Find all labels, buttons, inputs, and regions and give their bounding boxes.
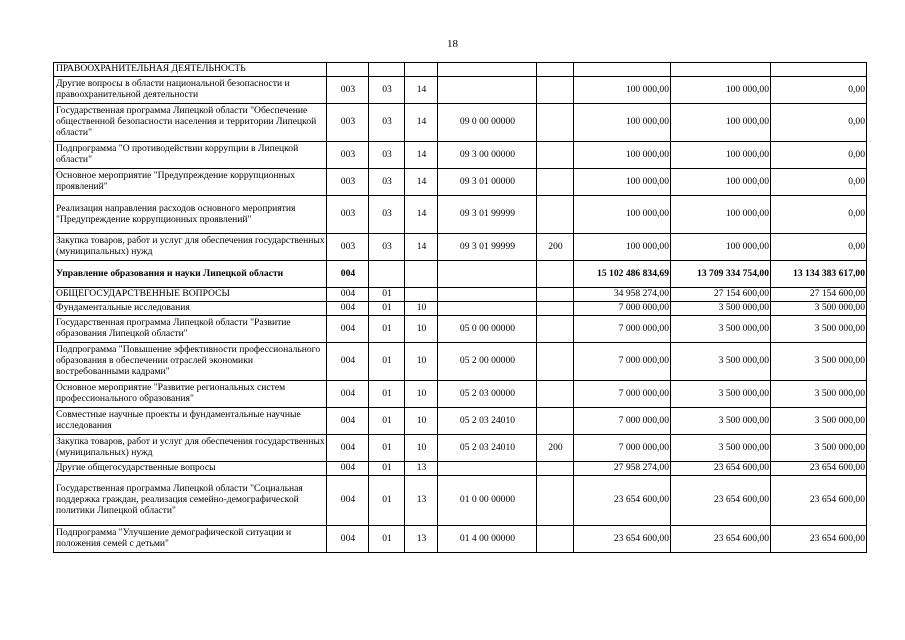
cell-section: 01 bbox=[369, 316, 405, 343]
cell-section: 03 bbox=[369, 104, 405, 142]
table-row bbox=[54, 169, 867, 196]
cell-sum-year-3: 0,00 bbox=[771, 77, 867, 104]
table-row bbox=[54, 234, 867, 261]
cell-subsection: 14 bbox=[405, 142, 438, 169]
cell-name: ПРАВООХРАНИТЕЛЬНАЯ ДЕЯТЕЛЬНОСТЬ bbox=[54, 63, 327, 77]
cell-subsection: 13 bbox=[405, 476, 438, 526]
cell-sum-year-2: 3 500 000,00 bbox=[671, 435, 771, 462]
table-row bbox=[54, 435, 867, 462]
cell-expense-type: 200 bbox=[537, 234, 574, 261]
cell-ved-code: 004 bbox=[327, 302, 369, 316]
cell-section bbox=[369, 63, 405, 77]
cell-target-article: 09 0 00 00000 bbox=[438, 104, 537, 142]
cell-sum-year-2: 13 709 334 754,00 bbox=[671, 261, 771, 288]
cell-target-article: 05 2 03 24010 bbox=[438, 435, 537, 462]
cell-section: 03 bbox=[369, 234, 405, 261]
cell-sum-year-3: 3 500 000,00 bbox=[771, 435, 867, 462]
cell-subsection: 10 bbox=[405, 302, 438, 316]
cell-subsection: 13 bbox=[405, 462, 438, 476]
cell-sum-year-3 bbox=[771, 63, 867, 77]
cell-sum-year-1: 7 000 000,00 bbox=[574, 343, 671, 381]
cell-sum-year-3: 13 134 383 617,00 bbox=[771, 261, 867, 288]
budget-table-body bbox=[54, 63, 867, 553]
cell-expense-type bbox=[537, 196, 574, 234]
cell-section: 03 bbox=[369, 169, 405, 196]
cell-expense-type bbox=[537, 142, 574, 169]
cell-subsection: 10 bbox=[405, 408, 438, 435]
table-row bbox=[54, 316, 867, 343]
cell-name: Закупка товаров, работ и услуг для обеспечения государственных (муниципальных) нужд bbox=[54, 234, 327, 261]
cell-subsection: 13 bbox=[405, 526, 438, 553]
cell-expense-type bbox=[537, 462, 574, 476]
cell-name: Управление образования и науки Липецкой области bbox=[54, 261, 327, 288]
cell-sum-year-3: 0,00 bbox=[771, 234, 867, 261]
cell-section: 01 bbox=[369, 288, 405, 302]
cell-name: Фундаментальные исследования bbox=[54, 302, 327, 316]
cell-sum-year-2 bbox=[671, 63, 771, 77]
cell-section: 01 bbox=[369, 526, 405, 553]
cell-sum-year-1: 7 000 000,00 bbox=[574, 381, 671, 408]
cell-ved-code: 003 bbox=[327, 196, 369, 234]
cell-sum-year-3: 23 654 600,00 bbox=[771, 476, 867, 526]
cell-sum-year-3: 3 500 000,00 bbox=[771, 408, 867, 435]
cell-name: Подпрограмма "О противодействии коррупции в Липецкой области" bbox=[54, 142, 327, 169]
cell-target-article: 05 0 00 00000 bbox=[438, 316, 537, 343]
cell-ved-code: 003 bbox=[327, 104, 369, 142]
cell-expense-type bbox=[537, 288, 574, 302]
cell-sum-year-2: 27 154 600,00 bbox=[671, 288, 771, 302]
cell-sum-year-1: 34 958 274,00 bbox=[574, 288, 671, 302]
cell-sum-year-1: 7 000 000,00 bbox=[574, 302, 671, 316]
cell-sum-year-2: 100 000,00 bbox=[671, 104, 771, 142]
cell-section: 01 bbox=[369, 462, 405, 476]
cell-sum-year-2: 23 654 600,00 bbox=[671, 526, 771, 553]
cell-expense-type bbox=[537, 476, 574, 526]
cell-sum-year-3: 3 500 000,00 bbox=[771, 381, 867, 408]
cell-section: 01 bbox=[369, 408, 405, 435]
cell-sum-year-1: 23 654 600,00 bbox=[574, 526, 671, 553]
cell-ved-code bbox=[327, 63, 369, 77]
cell-target-article: 09 3 00 00000 bbox=[438, 142, 537, 169]
cell-sum-year-3: 27 154 600,00 bbox=[771, 288, 867, 302]
cell-sum-year-1: 100 000,00 bbox=[574, 142, 671, 169]
table-row bbox=[54, 462, 867, 476]
cell-target-article bbox=[438, 288, 537, 302]
cell-name: Государственная программа Липецкой области "Обеспечение общественной безопасности населения и территории Липецкой области" bbox=[54, 104, 327, 142]
table-row bbox=[54, 526, 867, 553]
table-row bbox=[54, 63, 867, 77]
cell-subsection: 14 bbox=[405, 196, 438, 234]
cell-name: Другие вопросы в области национальной безопасности и правоохранительной деятельности bbox=[54, 77, 327, 104]
cell-sum-year-2: 100 000,00 bbox=[671, 142, 771, 169]
cell-sum-year-2: 100 000,00 bbox=[671, 234, 771, 261]
cell-target-article: 09 3 01 00000 bbox=[438, 169, 537, 196]
cell-ved-code: 004 bbox=[327, 381, 369, 408]
table-row bbox=[54, 288, 867, 302]
cell-section: 03 bbox=[369, 196, 405, 234]
table-row bbox=[54, 261, 867, 288]
cell-sum-year-2: 100 000,00 bbox=[671, 77, 771, 104]
cell-ved-code: 003 bbox=[327, 169, 369, 196]
cell-sum-year-1 bbox=[574, 63, 671, 77]
cell-sum-year-1: 100 000,00 bbox=[574, 169, 671, 196]
cell-target-article: 01 0 00 00000 bbox=[438, 476, 537, 526]
cell-sum-year-2: 3 500 000,00 bbox=[671, 343, 771, 381]
cell-sum-year-1: 27 958 274,00 bbox=[574, 462, 671, 476]
cell-sum-year-2: 23 654 600,00 bbox=[671, 462, 771, 476]
cell-name: Другие общегосударственные вопросы bbox=[54, 462, 327, 476]
cell-subsection: 14 bbox=[405, 104, 438, 142]
cell-section: 01 bbox=[369, 476, 405, 526]
cell-ved-code: 004 bbox=[327, 435, 369, 462]
cell-sum-year-1: 100 000,00 bbox=[574, 77, 671, 104]
cell-expense-type bbox=[537, 408, 574, 435]
table-row bbox=[54, 104, 867, 142]
cell-name: Подпрограмма "Улучшение демографической ситуации и положения семей с детьми" bbox=[54, 526, 327, 553]
cell-ved-code: 004 bbox=[327, 316, 369, 343]
cell-ved-code: 004 bbox=[327, 261, 369, 288]
cell-target-article: 09 3 01 99999 bbox=[438, 196, 537, 234]
cell-subsection: 14 bbox=[405, 169, 438, 196]
table-row bbox=[54, 343, 867, 381]
table-row bbox=[54, 196, 867, 234]
cell-sum-year-2: 3 500 000,00 bbox=[671, 302, 771, 316]
cell-sum-year-2: 100 000,00 bbox=[671, 169, 771, 196]
cell-sum-year-3: 0,00 bbox=[771, 196, 867, 234]
cell-sum-year-3: 0,00 bbox=[771, 169, 867, 196]
cell-sum-year-2: 3 500 000,00 bbox=[671, 408, 771, 435]
table-row bbox=[54, 381, 867, 408]
cell-sum-year-1: 7 000 000,00 bbox=[574, 408, 671, 435]
cell-sum-year-3: 0,00 bbox=[771, 104, 867, 142]
cell-sum-year-1: 7 000 000,00 bbox=[574, 316, 671, 343]
cell-sum-year-2: 3 500 000,00 bbox=[671, 381, 771, 408]
cell-subsection bbox=[405, 63, 438, 77]
cell-name: Основное мероприятие "Предупреждение коррупционных проявлений" bbox=[54, 169, 327, 196]
cell-expense-type bbox=[537, 526, 574, 553]
cell-ved-code: 004 bbox=[327, 288, 369, 302]
cell-section: 03 bbox=[369, 77, 405, 104]
cell-expense-type bbox=[537, 63, 574, 77]
cell-target-article: 01 4 00 00000 bbox=[438, 526, 537, 553]
cell-ved-code: 004 bbox=[327, 343, 369, 381]
budget-table bbox=[53, 62, 867, 553]
cell-sum-year-3: 3 500 000,00 bbox=[771, 316, 867, 343]
cell-expense-type bbox=[537, 381, 574, 408]
cell-expense-type bbox=[537, 169, 574, 196]
cell-section bbox=[369, 261, 405, 288]
cell-sum-year-3: 23 654 600,00 bbox=[771, 462, 867, 476]
cell-sum-year-2: 23 654 600,00 bbox=[671, 476, 771, 526]
cell-subsection: 10 bbox=[405, 343, 438, 381]
cell-subsection bbox=[405, 261, 438, 288]
cell-section: 01 bbox=[369, 435, 405, 462]
cell-name: Государственная программа Липецкой области "Социальная поддержка граждан, реализация семейно-демографической политики Липецкой области" bbox=[54, 476, 327, 526]
cell-subsection: 10 bbox=[405, 316, 438, 343]
cell-name: Государственная программа Липецкой области "Развитие образования Липецкой области" bbox=[54, 316, 327, 343]
cell-subsection bbox=[405, 288, 438, 302]
table-row bbox=[54, 77, 867, 104]
table-row bbox=[54, 408, 867, 435]
cell-sum-year-3: 3 500 000,00 bbox=[771, 302, 867, 316]
cell-ved-code: 003 bbox=[327, 234, 369, 261]
cell-section: 01 bbox=[369, 343, 405, 381]
cell-expense-type bbox=[537, 316, 574, 343]
cell-ved-code: 004 bbox=[327, 462, 369, 476]
cell-expense-type bbox=[537, 104, 574, 142]
cell-target-article bbox=[438, 63, 537, 77]
cell-sum-year-3: 3 500 000,00 bbox=[771, 343, 867, 381]
cell-target-article bbox=[438, 302, 537, 316]
cell-target-article bbox=[438, 462, 537, 476]
cell-subsection: 14 bbox=[405, 77, 438, 104]
cell-subsection: 14 bbox=[405, 234, 438, 261]
cell-section: 01 bbox=[369, 302, 405, 316]
cell-expense-type bbox=[537, 343, 574, 381]
cell-section: 01 bbox=[369, 381, 405, 408]
table-row bbox=[54, 302, 867, 316]
cell-expense-type bbox=[537, 77, 574, 104]
cell-sum-year-1: 23 654 600,00 bbox=[574, 476, 671, 526]
cell-sum-year-1: 15 102 486 834,69 bbox=[574, 261, 671, 288]
cell-target-article: 05 2 03 00000 bbox=[438, 381, 537, 408]
cell-subsection: 10 bbox=[405, 381, 438, 408]
cell-sum-year-1: 7 000 000,00 bbox=[574, 435, 671, 462]
cell-subsection: 10 bbox=[405, 435, 438, 462]
cell-section: 03 bbox=[369, 142, 405, 169]
cell-name: Основное мероприятие "Развитие региональных систем профессионального образования" bbox=[54, 381, 327, 408]
cell-target-article: 09 3 01 99999 bbox=[438, 234, 537, 261]
cell-expense-type bbox=[537, 302, 574, 316]
cell-expense-type: 200 bbox=[537, 435, 574, 462]
cell-sum-year-2: 3 500 000,00 bbox=[671, 316, 771, 343]
table-row bbox=[54, 142, 867, 169]
cell-target-article: 05 2 00 00000 bbox=[438, 343, 537, 381]
cell-ved-code: 003 bbox=[327, 142, 369, 169]
cell-ved-code: 003 bbox=[327, 77, 369, 104]
cell-sum-year-1: 100 000,00 bbox=[574, 234, 671, 261]
cell-target-article bbox=[438, 261, 537, 288]
cell-name: Совместные научные проекты и фундаментальные научные исследования bbox=[54, 408, 327, 435]
cell-name: Закупка товаров, работ и услуг для обеспечения государственных (муниципальных) нужд bbox=[54, 435, 327, 462]
cell-target-article: 05 2 03 24010 bbox=[438, 408, 537, 435]
cell-sum-year-3: 0,00 bbox=[771, 142, 867, 169]
cell-ved-code: 004 bbox=[327, 476, 369, 526]
cell-target-article bbox=[438, 77, 537, 104]
cell-expense-type bbox=[537, 261, 574, 288]
table-row bbox=[54, 476, 867, 526]
cell-ved-code: 004 bbox=[327, 526, 369, 553]
cell-ved-code: 004 bbox=[327, 408, 369, 435]
cell-sum-year-1: 100 000,00 bbox=[574, 196, 671, 234]
cell-name: Подпрограмма "Повышение эффективности профессионального образования в обеспечении отраслей экономики востребованными кадрами" bbox=[54, 343, 327, 381]
cell-sum-year-1: 100 000,00 bbox=[574, 104, 671, 142]
cell-sum-year-2: 100 000,00 bbox=[671, 196, 771, 234]
cell-sum-year-3: 23 654 600,00 bbox=[771, 526, 867, 553]
page-number: 18 bbox=[447, 38, 458, 50]
cell-name: ОБЩЕГОСУДАРСТВЕННЫЕ ВОПРОСЫ bbox=[54, 288, 327, 302]
cell-name: Реализация направления расходов основного мероприятия "Предупреждение коррупционных проявлений" bbox=[54, 196, 327, 234]
